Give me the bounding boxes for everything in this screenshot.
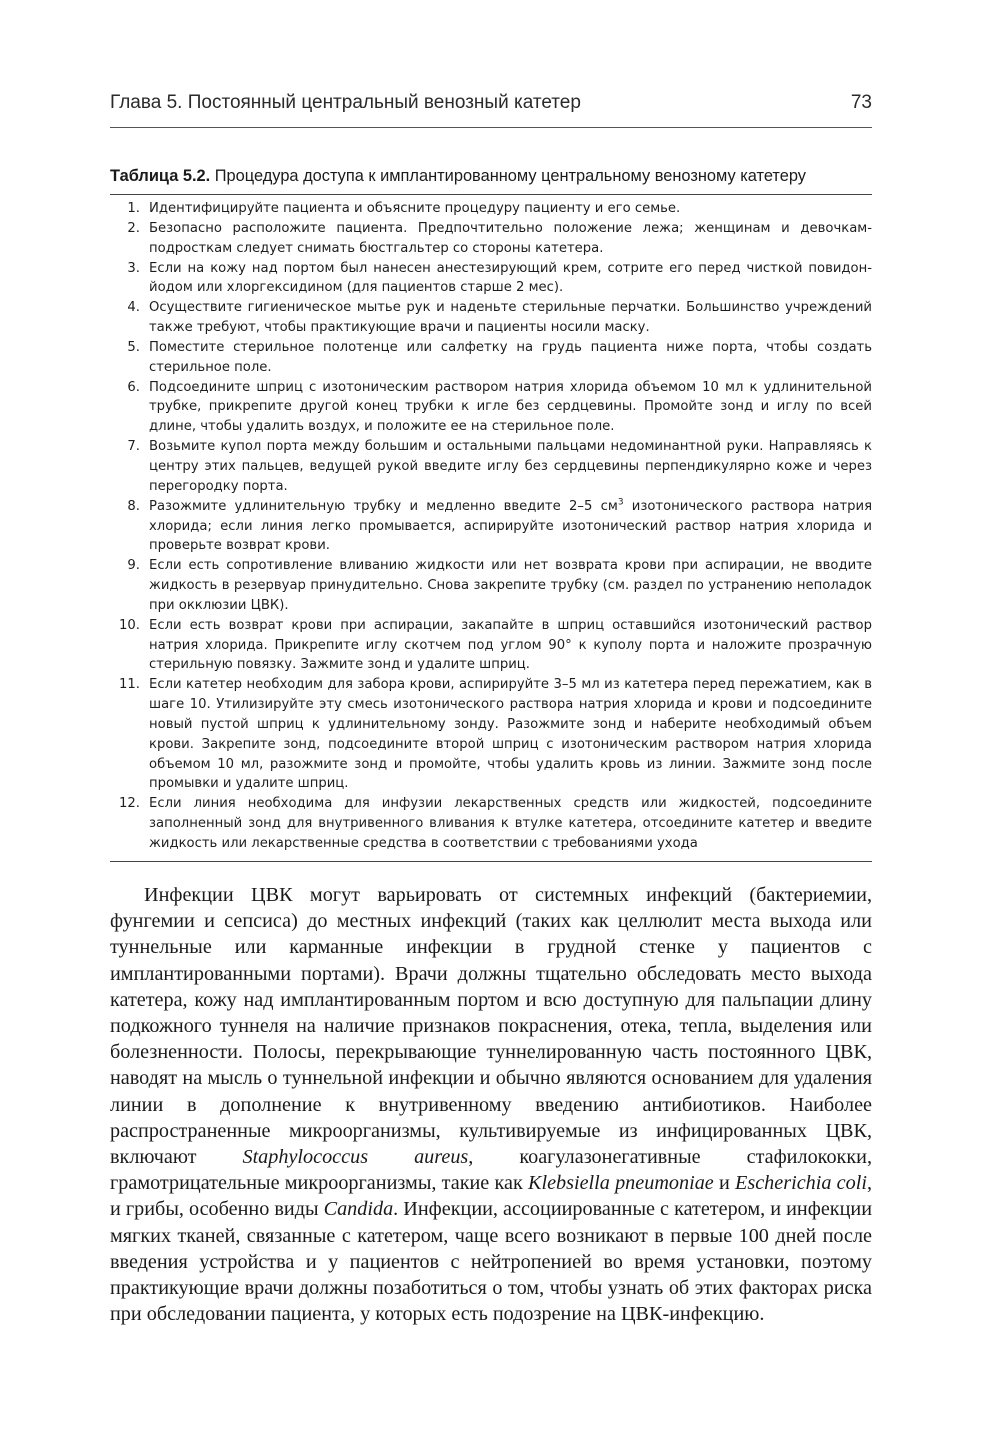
procedure-step bbox=[110, 259, 872, 299]
chapter-title: Глава 5. Постоянный центральный венозный катетер bbox=[110, 92, 581, 113]
organism-name: Candida bbox=[323, 1198, 394, 1221]
procedure-step bbox=[110, 338, 872, 378]
procedure-step bbox=[110, 378, 872, 438]
procedure-steps-list bbox=[110, 199, 872, 854]
superscript: 3 bbox=[617, 497, 624, 508]
table-caption bbox=[110, 167, 872, 186]
step-number: 5. bbox=[127, 339, 140, 355]
body-paragraph: Инфекции ЦВК могут варьировать от системных инфекций (бактериемии, фунгемии и сепсиса) до местных инфекций (таких как целлюлит места выхода или туннельные или карманные инфекции в грудной стенке у пациентов с имплантированными портами). Врачи должны тщательно обследовать место выхода катетера, кожу над имплантированным портом и всю доступную для пальпации длину подкожного туннеля на наличие признаков покраснения, отека, тепла, выделения или болезненности. Полосы, перекрывающие туннелированную часть постоянного ЦВК, наводят на мысль о туннельной инфекции и обычно являются основанием для удаления линии в дополнение к внутривенному введению антибиотиков. Наиболее распространенные микроорганизмы, культивируемые из инфицированных ЦВК, включают Staphylococcus aureus, коагулазонегативные стафилококки, грамотрицательные микроорганизмы, такие как Klebsiella pneumoniae и Escherichia coli, и грибы, особенно виды Candida. Инфекции, ассоциированные с катетером, и инфекции мягких тканей, связанные с катетером, чаще всего возникают в первые 100 дней после введения устройства и у пациентов с нейтропенией во время установки, поэтому практикующие врачи должны позаботиться о том, чтобы узнать об этих факторах риска при обследовании пациента, у которых есть подозрение на ЦВК-инфекцию. bbox=[110, 884, 872, 1326]
header-rule bbox=[110, 127, 872, 128]
step-text: Безопасно расположите пациента. Предпочтительно положение лежа; женщинам и девочкам-подросткам следует снимать бюстгальтер со стороны катетера. bbox=[149, 220, 872, 256]
procedure-step bbox=[110, 616, 872, 676]
table-caption-text: Процедура доступа к имплантированному центральному венозному катетеру bbox=[210, 167, 806, 185]
step-number: 3. bbox=[127, 260, 140, 276]
step-text: Возьмите купол порта между большим и остальными пальцами недоминантной руки. Направляясь к центру этих пальцев, ведущей рукой введите иглу без сердцевины перпендикулярно коже и через перегородку порта. bbox=[149, 439, 872, 494]
step-text: Разожмите удлинительную трубку и медленно введите 2–5 $см^3$ изотонического раствора натрия хлорида; если линия легко промывается, аспирируйте изотонический раствор натрия хлорида и проверьте возврат крови. bbox=[149, 497, 873, 554]
step-text: Поместите стерильное полотенце или салфетку на грудь пациента ниже порта, чтобы создать стерильное поле. bbox=[149, 339, 872, 375]
step-text: Если на кожу над портом был нанесен анестезирующий крем, сотрите его перед чисткой повидон-йодом или хлоргексидином (для пациентов старше 2 мес). bbox=[149, 260, 872, 296]
step-text: Если линия необходима для инфузии лекарственных средств или жидкостей, подсоедините заполненный зонд для внутривенного вливания к втулке катетера, отсоедините катетер и введите жидкость или лекарственные средства в соответствии с требованиями ухода bbox=[149, 796, 872, 851]
step-number: 8. bbox=[127, 498, 140, 514]
step-text: Осуществите гигиеническое мытье рук и наденьте стерильные перчатки. Большинство учреждений также требуют, чтобы практикующие врачи и пациенты носили маску. bbox=[149, 300, 872, 336]
step-number: 2. bbox=[127, 220, 140, 236]
step-number: 7. bbox=[127, 439, 140, 455]
step-number: 9. bbox=[127, 558, 140, 574]
step-number: 11. bbox=[119, 677, 140, 693]
procedure-step bbox=[110, 794, 872, 854]
step-text: Если есть сопротивление вливанию жидкости или нет возврата крови при аспирации, не вводите жидкость в резервуар принудительно. Снова закрепите трубку (см. раздел по устранению неполадок при окклюзии ЦВК). bbox=[149, 558, 872, 613]
page-number: 73 bbox=[850, 92, 872, 113]
procedure-step bbox=[110, 219, 872, 259]
procedure-step bbox=[110, 298, 872, 338]
organism-name: Klebsiella pneumoniae bbox=[528, 1172, 714, 1195]
organism-name: Staphylococcus aureus bbox=[242, 1146, 469, 1169]
step-text: Подсоедините шприц с изотоническим раствором натрия хлорида объемом 10 мл к удлинительной трубке, прикрепите другой конец трубки к игле без сердцевины. Промойте зонд и иглу по всей длине, чтобы удалить воздух, и положите ее на стерильное поле. bbox=[149, 379, 872, 435]
organism-name: Escherichia coli bbox=[735, 1172, 867, 1195]
procedure-step bbox=[110, 437, 872, 497]
step-number: 1. bbox=[127, 201, 140, 216]
step-text: Если есть возврат крови при аспирации, закапайте в шприц оставшийся изотонический раствор натрия хлорида. Прикрепите иглу скотчем под углом 90° к куполу порта и наложите прозрачную стерильную повязку. Зажмите зонд и удалите шприц. bbox=[149, 617, 872, 673]
step-number: 6. bbox=[127, 379, 140, 395]
step-number: 12. bbox=[119, 796, 140, 812]
table-bottom-rule bbox=[110, 861, 872, 862]
step-number: 10. bbox=[119, 617, 140, 633]
step-text: Если катетер необходим для забора крови, аспирируйте 3–5 мл из катетера перед пережатием, как в шаге 10. Утилизируйте эту смесь изотонического раствора натрия хлорида и крови и подсоедините новый пустой шприц к удлинительному зонду. Разожмите зонд и наберите необходимый объем крови. Закрепите зонд, подсоедините второй шприц с изотоническим раствором натрия хлорида объемом 10 мл, разожмите зонд и промойте, чтобы удалить кровь из линии. Зажмите зонд после промывки и удалите шприц. bbox=[149, 677, 872, 792]
table-top-rule bbox=[110, 194, 872, 195]
procedure-step bbox=[110, 556, 872, 616]
procedure-step bbox=[110, 675, 872, 794]
step-number: 4. bbox=[127, 300, 140, 316]
procedure-step bbox=[110, 497, 872, 557]
table-caption-label: Таблица 5.2. bbox=[110, 167, 211, 185]
procedure-step bbox=[110, 199, 872, 219]
step-text: Идентифицируйте пациента и объясните процедуру пациенту и его семье. bbox=[149, 201, 681, 216]
